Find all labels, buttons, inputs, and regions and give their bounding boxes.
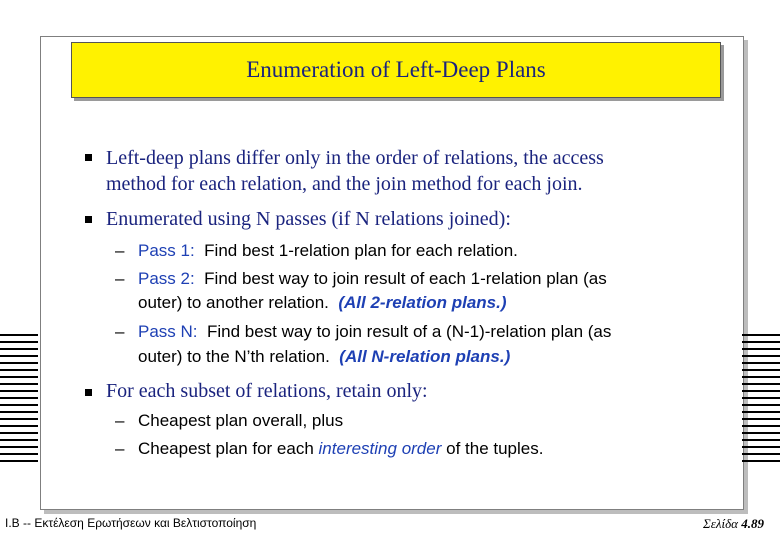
dash-icon: – — [115, 269, 125, 288]
pass-2-emphasis: (All 2-relation plans.) — [338, 293, 507, 312]
pass-n-label: Pass N: — [138, 322, 198, 341]
footer-page-label: Σελίδα — [703, 516, 738, 531]
bullet-square-icon — [85, 389, 92, 396]
pass-1-item — [138, 237, 518, 264]
dash-icon: – — [115, 241, 125, 260]
retain-2-pre: Cheapest plan for each — [138, 439, 314, 458]
pass-2-text: Find best way to join result of each 1-relation plan (as — [204, 269, 607, 288]
dash-icon: – — [115, 322, 125, 341]
footer-page-number: 4.89 — [741, 516, 764, 531]
dash-icon: – — [115, 439, 125, 458]
pass-n-item — [138, 318, 611, 345]
left-stripes-decoration — [0, 334, 38, 468]
slide-title-box — [71, 42, 721, 98]
pass-2-continuation — [138, 289, 507, 316]
right-stripes-decoration — [742, 334, 780, 468]
retain-item-2 — [138, 435, 543, 462]
footer-page — [703, 516, 764, 532]
bullet-square-icon — [85, 216, 92, 223]
dash-icon: – — [115, 411, 125, 430]
bullet-2-text: Enumerated using N passes (if N relations joined): — [106, 208, 511, 230]
pass-n-text: Find best way to join result of a (N-1)-relation plan (as — [206, 322, 612, 341]
slide-title: Enumeration of Left-Deep Plans — [246, 57, 546, 82]
pass-1-label: Pass 1: — [138, 241, 195, 260]
bullet-1-line-1: Left-deep plans differ only in the order of relations, the access — [106, 147, 604, 169]
retain-item-1: Cheapest plan overall, plus — [138, 411, 344, 430]
bullet-square-icon — [85, 154, 92, 161]
pass-n-continuation — [138, 343, 510, 370]
retain-2-post: of the tuples. — [446, 439, 544, 458]
footer-course-title: I.B -- Εκτέλεση Ερωτήσεων και Βελτιστοποίηση — [5, 516, 257, 530]
retain-2-emphasis: interesting order — [318, 439, 442, 458]
pass-2-item — [138, 265, 607, 292]
pass-2-label: Pass 2: — [138, 269, 195, 288]
pass-1-text: Find best 1-relation plan for each relation. — [204, 241, 518, 260]
pass-n-emphasis: (All N-relation plans.) — [339, 347, 511, 366]
pass-2-cont-text: outer) to another relation. — [138, 293, 329, 312]
pass-n-cont-text: outer) to the N’th relation. — [138, 347, 330, 366]
bullet-3-text: For each subset of relations, retain only: — [106, 380, 428, 402]
bullet-1-line-2: method for each relation, and the join method for each join. — [106, 173, 583, 195]
